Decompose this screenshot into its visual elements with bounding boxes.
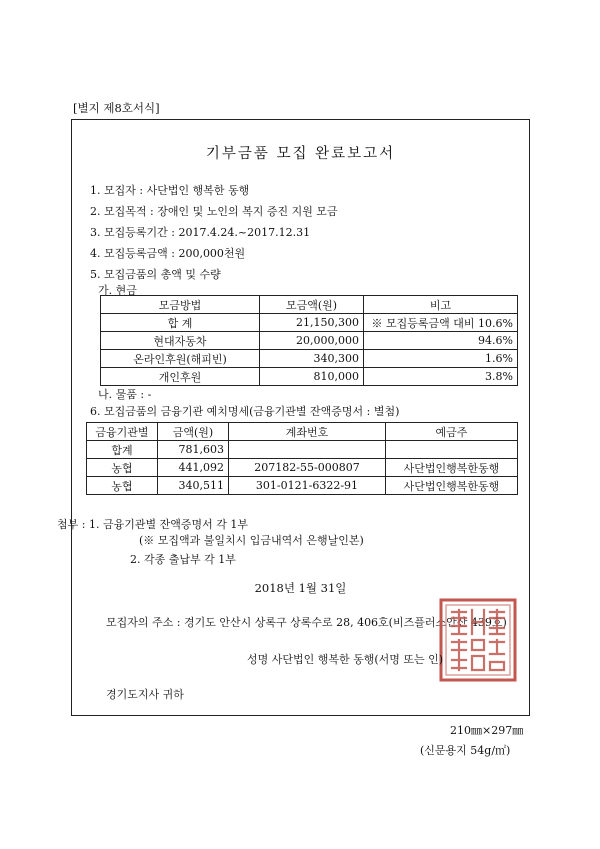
col-amount: 모금액(원) bbox=[260, 296, 364, 314]
item-registered-amount: 4. 모집등록금액 : 200,000천원 bbox=[90, 247, 246, 260]
cell-amount: 781,603 bbox=[158, 441, 229, 459]
cash-table bbox=[100, 295, 518, 386]
cash-label: 가. 현금 bbox=[98, 284, 137, 297]
cell-method: 온라인후원(해피빈) bbox=[101, 350, 260, 368]
cell-bank: 농협 bbox=[87, 459, 158, 477]
cell-holder: 사단법인행복한동행 bbox=[386, 477, 518, 495]
table-header-row bbox=[101, 296, 518, 314]
cell-remark: ※ 모집등록금액 대비 10.6% bbox=[364, 314, 518, 332]
cell-bank: 합계 bbox=[87, 441, 158, 459]
cell-amount: 340,511 bbox=[158, 477, 229, 495]
item-purpose: 2. 모집목적 : 장애인 및 노인의 복지 증진 지원 모금 bbox=[90, 205, 338, 218]
bank-table bbox=[86, 422, 518, 495]
cell-remark: 94.6% bbox=[364, 332, 518, 350]
goods-label: 나. 물품 : - bbox=[98, 388, 152, 401]
cell-holder: 사단법인행복한동행 bbox=[386, 459, 518, 477]
table-header-row bbox=[87, 423, 518, 441]
cell-amount: 21,150,300 bbox=[260, 314, 364, 332]
addressee: 경기도지사 귀하 bbox=[106, 688, 184, 701]
attachment-2: 2. 각종 출납부 각 1부 bbox=[130, 553, 236, 566]
attachment-note: (※ 모집액과 불일치시 입금내역서 은행날인본) bbox=[139, 534, 364, 547]
collector-address: 모집자의 주소 : 경기도 안산시 상록구 상록수로 28, 406호(비즈플러스안산 439호) bbox=[106, 616, 507, 629]
col-method: 모금방법 bbox=[101, 296, 260, 314]
table-row bbox=[87, 459, 518, 477]
organization-seal-icon bbox=[437, 596, 519, 684]
paper-size: 210㎜×297㎜ bbox=[450, 724, 524, 737]
item-total: 5. 모집금품의 총액 및 수량 bbox=[90, 268, 221, 281]
attachment-1: 첨부 : 1. 금융기관별 잔액증명서 각 1부 bbox=[57, 518, 248, 531]
cell-method: 합 계 bbox=[101, 314, 260, 332]
cell-amount: 20,000,000 bbox=[260, 332, 364, 350]
col-remark: 비고 bbox=[364, 296, 518, 314]
cell-method: 현대자동차 bbox=[101, 332, 260, 350]
table-row bbox=[87, 477, 518, 495]
report-form bbox=[57, 119, 530, 716]
signature-line: 성명 사단법인 행복한 동행(서명 또는 인) bbox=[247, 653, 444, 666]
cell-account: 207182-55-000807 bbox=[229, 459, 386, 477]
cell-amount: 441,092 bbox=[158, 459, 229, 477]
col-account: 계좌번호 bbox=[229, 423, 386, 441]
table-row bbox=[101, 368, 518, 386]
cell-account bbox=[229, 441, 386, 459]
cell-method: 개인후원 bbox=[101, 368, 260, 386]
col-bank: 금융기관별 bbox=[87, 423, 158, 441]
form-number: [별지 제8호서식] bbox=[73, 101, 160, 115]
cell-bank: 농협 bbox=[87, 477, 158, 495]
table-row bbox=[101, 314, 518, 332]
table-row bbox=[101, 332, 518, 350]
document-title: 기부금품 모집 완료보고서 bbox=[205, 146, 396, 162]
cell-amount: 340,300 bbox=[260, 350, 364, 368]
report-date: 2018년 1월 31일 bbox=[254, 581, 347, 595]
cell-account: 301-0121-6322-91 bbox=[229, 477, 386, 495]
cell-remark: 3.8% bbox=[364, 368, 518, 386]
item-deposit: 6. 모집금품의 금융기관 예치명세(금융기관별 잔액증명서 : 별첨) bbox=[90, 405, 400, 418]
cell-amount: 810,000 bbox=[260, 368, 364, 386]
paper-type: (신문용지 54g/㎡) bbox=[420, 744, 511, 757]
col-holder: 예금주 bbox=[386, 423, 518, 441]
item-collector: 1. 모집자 : 사단법인 행복한 동행 bbox=[90, 184, 250, 197]
cell-holder bbox=[386, 441, 518, 459]
table-row bbox=[87, 441, 518, 459]
table-row bbox=[101, 350, 518, 368]
col-amount: 금액(원) bbox=[158, 423, 229, 441]
cell-remark: 1.6% bbox=[364, 350, 518, 368]
item-period: 3. 모집등록기간 : 2017.4.24.~2017.12.31 bbox=[90, 226, 311, 239]
